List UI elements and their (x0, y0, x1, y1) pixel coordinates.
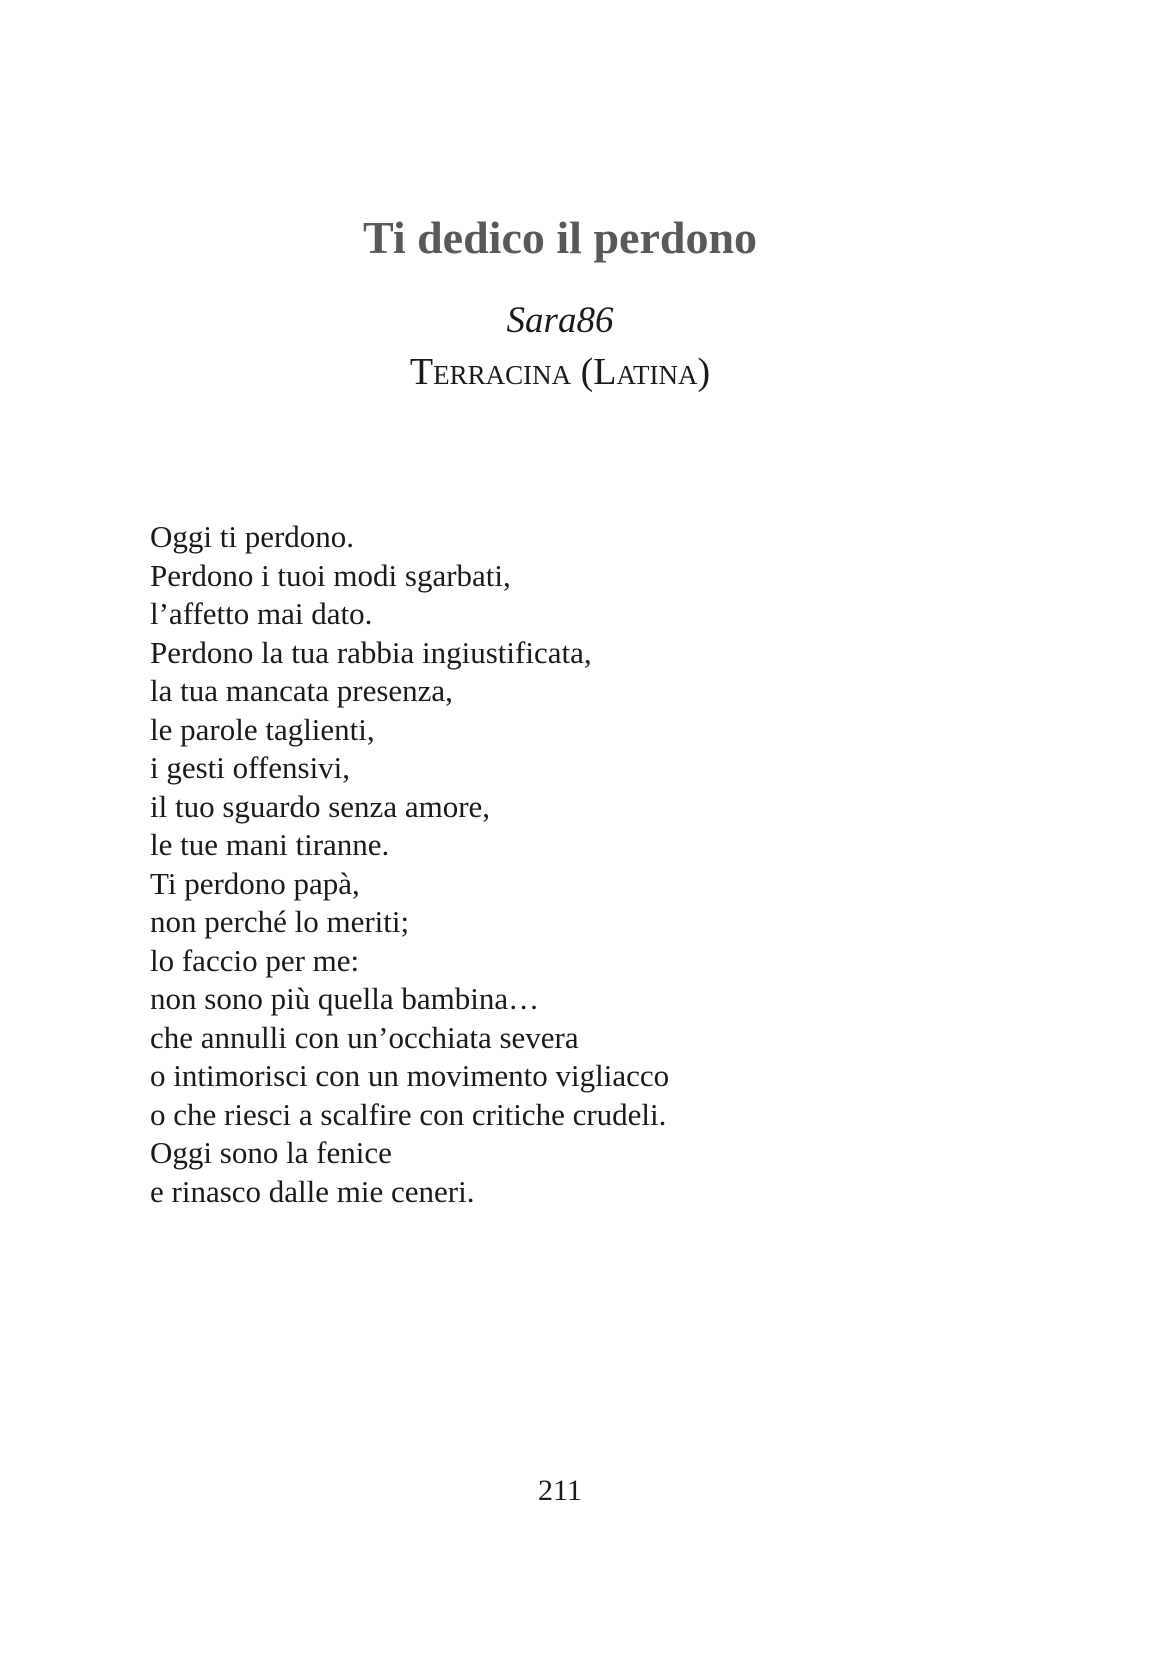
poem-location: Terracina (Latina) (409, 350, 711, 393)
poem-line: la tua mancata presenza, (150, 673, 453, 709)
poem-line: o intimorisci con un movimento vigliacco (150, 1058, 670, 1094)
poem-line: non sono più quella bambina… (150, 981, 540, 1017)
poem-line: che annulli con un’occhiata severa (150, 1019, 579, 1055)
poem-line: Oggi sono la fenice (150, 1135, 392, 1171)
poem-line: Ti perdono papà, (150, 865, 360, 901)
poem-line: le tue mani tiranne. (150, 827, 390, 863)
poem-line: il tuo sguardo senza amore, (150, 788, 491, 824)
poem-author: Sara86 (506, 300, 614, 342)
poem-line: non perché lo meriti; (150, 904, 410, 940)
poem-line: Perdono la tua rabbia ingiustificata, (150, 634, 592, 670)
poem-line: le parole taglienti, (150, 711, 375, 747)
poem-title: Ti dedico il perdono (362, 212, 758, 263)
poem-line: o che riesci a scalfire con critiche crudeli. (150, 1096, 667, 1132)
poem-line: lo faccio per me: (150, 942, 360, 978)
poem-body (150, 518, 970, 1211)
poem-line: l’affetto mai dato. (150, 596, 373, 632)
poem-line: i gesti offensivi, (150, 750, 351, 786)
poem-line: e rinasco dalle mie ceneri. (150, 1173, 475, 1209)
poem-line: Oggi ti perdono. (150, 519, 355, 555)
poem-line: Perdono i tuoi modi sgarbati, (150, 557, 511, 593)
page-number: 211 (538, 1474, 582, 1507)
poem-header (150, 0, 970, 396)
